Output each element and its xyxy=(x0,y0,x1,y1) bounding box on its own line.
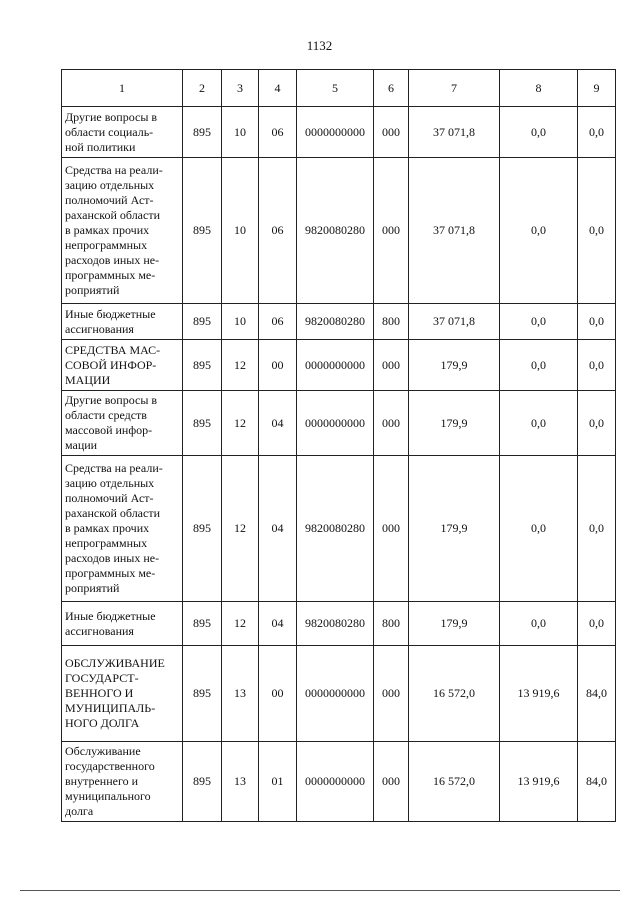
table-row xyxy=(62,340,616,391)
table-row xyxy=(62,646,616,742)
cell-col-3: 12 xyxy=(222,456,259,602)
header-col-9: 9 xyxy=(578,70,616,107)
cell-col-8: 0,0 xyxy=(500,304,578,340)
cell-col-2: 895 xyxy=(183,456,222,602)
cell-col-3: 10 xyxy=(222,158,259,304)
cell-col-4: 00 xyxy=(259,340,297,391)
table-row xyxy=(62,602,616,646)
cell-col-3: 10 xyxy=(222,107,259,158)
header-col-3: 3 xyxy=(222,70,259,107)
cell-col-2: 895 xyxy=(183,646,222,742)
cell-col-7: 37 071,8 xyxy=(409,158,500,304)
header-col-7: 7 xyxy=(409,70,500,107)
cell-col-5: 9820080280 xyxy=(297,158,374,304)
cell-col-8: 0,0 xyxy=(500,340,578,391)
cell-col-6: 800 xyxy=(374,304,409,340)
cell-col-2: 895 xyxy=(183,391,222,456)
cell-col-2: 895 xyxy=(183,158,222,304)
table-row xyxy=(62,742,616,822)
cell-col-9: 0,0 xyxy=(578,340,616,391)
cell-col-5: 0000000000 xyxy=(297,340,374,391)
cell-col-8: 0,0 xyxy=(500,107,578,158)
cell-col-3: 12 xyxy=(222,391,259,456)
header-col-5: 5 xyxy=(297,70,374,107)
cell-col-7: 37 071,8 xyxy=(409,304,500,340)
cell-col-5: 0000000000 xyxy=(297,391,374,456)
cell-col-7: 179,9 xyxy=(409,456,500,602)
cell-col-2: 895 xyxy=(183,107,222,158)
table-row xyxy=(62,304,616,340)
cell-col-9: 84,0 xyxy=(578,646,616,742)
cell-col-4: 01 xyxy=(259,742,297,822)
cell-col-5: 0000000000 xyxy=(297,107,374,158)
cell-col-9: 0,0 xyxy=(578,602,616,646)
row-name-cell: Иные бюджетные ассигнования xyxy=(62,304,183,340)
cell-col-3: 12 xyxy=(222,340,259,391)
cell-col-6: 000 xyxy=(374,742,409,822)
cell-col-5: 0000000000 xyxy=(297,742,374,822)
row-name-cell: Средства на реали- зацию отдельных полномочий Аст- раханской области в рамках прочих непрограммных расходов иных не- программных ме- роприятий xyxy=(62,456,183,602)
budget-table xyxy=(61,69,616,822)
cell-col-7: 16 572,0 xyxy=(409,742,500,822)
header-col-2: 2 xyxy=(183,70,222,107)
cell-col-9: 0,0 xyxy=(578,456,616,602)
row-name-cell: Другие вопросы в области социаль- ной политики xyxy=(62,107,183,158)
cell-col-6: 000 xyxy=(374,646,409,742)
cell-col-8: 0,0 xyxy=(500,391,578,456)
header-row xyxy=(62,70,616,107)
cell-col-4: 00 xyxy=(259,646,297,742)
cell-col-3: 13 xyxy=(222,646,259,742)
row-name-cell: СРЕДСТВА МАС- СОВОЙ ИНФОР- МАЦИИ xyxy=(62,340,183,391)
table-row xyxy=(62,456,616,602)
cell-col-6: 000 xyxy=(374,391,409,456)
cell-col-6: 000 xyxy=(374,456,409,602)
cell-col-4: 04 xyxy=(259,456,297,602)
row-name-cell: Обслуживание государственного внутреннего и муниципального долга xyxy=(62,742,183,822)
table-row xyxy=(62,107,616,158)
page-number: 1132 xyxy=(306,38,333,53)
cell-col-7: 37 071,8 xyxy=(409,107,500,158)
cell-col-2: 895 xyxy=(183,742,222,822)
cell-col-9: 0,0 xyxy=(578,158,616,304)
cell-col-7: 16 572,0 xyxy=(409,646,500,742)
header-col-6: 6 xyxy=(374,70,409,107)
table-row xyxy=(62,391,616,456)
cell-col-7: 179,9 xyxy=(409,340,500,391)
cell-col-4: 06 xyxy=(259,107,297,158)
cell-col-3: 13 xyxy=(222,742,259,822)
bottom-divider xyxy=(20,890,620,891)
table-body xyxy=(62,107,616,822)
table-row xyxy=(62,158,616,304)
cell-col-7: 179,9 xyxy=(409,602,500,646)
cell-col-8: 0,0 xyxy=(500,158,578,304)
cell-col-2: 895 xyxy=(183,340,222,391)
row-name-cell: Другие вопросы в области средств массовой инфор- мации xyxy=(62,391,183,456)
header-col-1: 1 xyxy=(62,70,183,107)
cell-col-6: 000 xyxy=(374,158,409,304)
cell-col-4: 04 xyxy=(259,391,297,456)
cell-col-8: 0,0 xyxy=(500,602,578,646)
cell-col-6: 000 xyxy=(374,340,409,391)
row-name-cell: Иные бюджетные ассигнования xyxy=(62,602,183,646)
cell-col-8: 13 919,6 xyxy=(500,646,578,742)
cell-col-3: 12 xyxy=(222,602,259,646)
cell-col-8: 13 919,6 xyxy=(500,742,578,822)
row-name-cell: Средства на реали- зацию отдельных полномочий Аст- раханской области в рамках прочих непрограммных расходов иных не- программных ме- роприятий xyxy=(62,158,183,304)
cell-col-5: 9820080280 xyxy=(297,602,374,646)
cell-col-2: 895 xyxy=(183,304,222,340)
cell-col-9: 84,0 xyxy=(578,742,616,822)
header-col-8: 8 xyxy=(500,70,578,107)
cell-col-9: 0,0 xyxy=(578,391,616,456)
cell-col-4: 06 xyxy=(259,158,297,304)
cell-col-4: 06 xyxy=(259,304,297,340)
cell-col-2: 895 xyxy=(183,602,222,646)
cell-col-9: 0,0 xyxy=(578,304,616,340)
cell-col-3: 10 xyxy=(222,304,259,340)
cell-col-4: 04 xyxy=(259,602,297,646)
cell-col-6: 800 xyxy=(374,602,409,646)
cell-col-6: 000 xyxy=(374,107,409,158)
cell-col-7: 179,9 xyxy=(409,391,500,456)
cell-col-5: 9820080280 xyxy=(297,456,374,602)
cell-col-9: 0,0 xyxy=(578,107,616,158)
cell-col-5: 0000000000 xyxy=(297,646,374,742)
cell-col-8: 0,0 xyxy=(500,456,578,602)
header-col-4: 4 xyxy=(259,70,297,107)
row-name-cell: ОБСЛУЖИВАНИЕ ГОСУДАРСТ- ВЕННОГО И МУНИЦИПАЛЬ- НОГО ДОЛГА xyxy=(62,646,183,742)
cell-col-5: 9820080280 xyxy=(297,304,374,340)
